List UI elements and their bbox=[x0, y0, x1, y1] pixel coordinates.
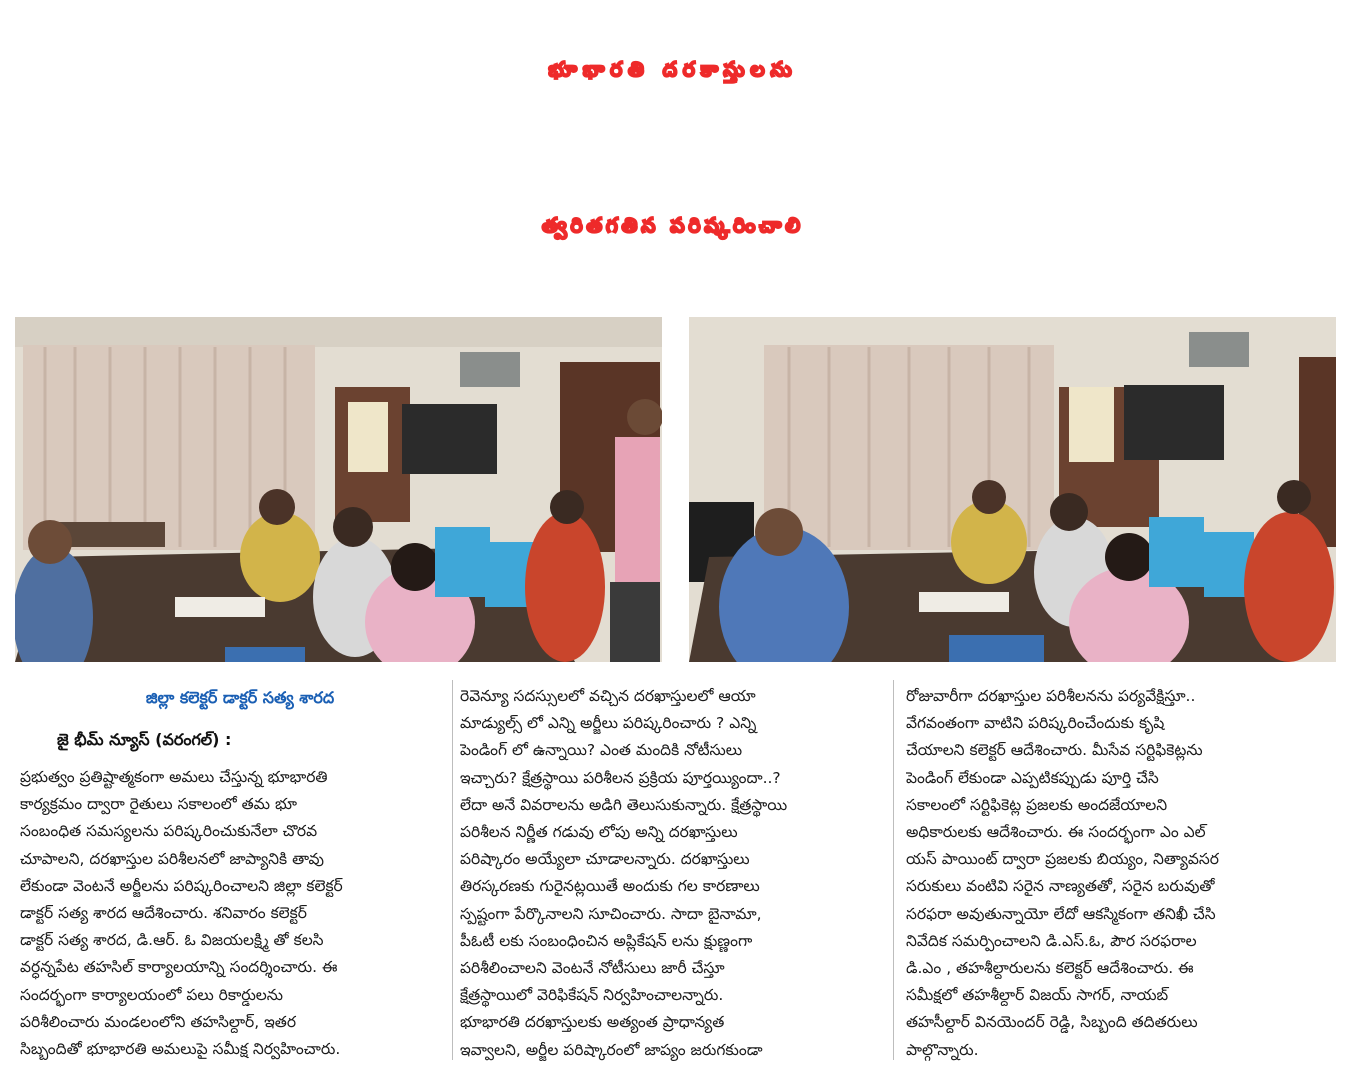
article-line: డాక్టర్ సత్య శారద, డి.ఆర్. ఓ విజయలక్ష్మి తో కలసి bbox=[20, 931, 324, 950]
article-line: సిబ్బందితో భూభారతి అమలుపై సమీక్ష నిర్వహించారు. bbox=[20, 1040, 341, 1059]
photo-caption: జిల్లా కలెక్టర్ డాక్టర్ సత్య శారద bbox=[145, 688, 335, 707]
article-column-2 bbox=[460, 683, 880, 1064]
article-line: భూభారతి దరఖాస్తులకు అత్యంత ప్రాధాన్యత bbox=[460, 1013, 725, 1032]
article-line: ఇచ్చారు? క్షేత్రస్థాయి పరిశీలన ప్రక్రియ పూర్తయ్యిందా..? bbox=[460, 768, 781, 787]
article-line: తహసీల్దార్ వినయెందర్ రెడ్డి, సిబ్బంది తదితరులు bbox=[906, 1013, 1198, 1032]
article-line: రెవెన్యూ సదస్సులలో వచ్చిన దరఖాస్తులలో ఆయా bbox=[460, 687, 756, 705]
article-line: పరిశీలించారు మండలంలోని తహసిల్దార్, ఇతర bbox=[20, 1012, 297, 1031]
article-line: ఇవ్వాలని, అర్జీల పరిష్కారంలో జాప్యం జరుగకుండా bbox=[460, 1040, 763, 1059]
article-column-1 bbox=[20, 764, 445, 1063]
article-line: సంబంధిత సమస్యలను పరిష్కరించుకునేలా చొరవ bbox=[20, 822, 318, 841]
column-divider bbox=[893, 680, 894, 1060]
meeting-photo-left bbox=[15, 317, 662, 662]
headline-line-1: భూభారతి దరకాస్తులను bbox=[548, 57, 798, 81]
column-divider bbox=[452, 680, 453, 1060]
article-line: మాడ్యుల్స్ లో ఎన్ని అర్జీలు పరిష్కరించారు ? ఎన్ని bbox=[460, 714, 757, 733]
article-line: అధికారులకు ఆదేశించారు. ఈ సందర్భంగా ఎం ఎల్ bbox=[906, 823, 1206, 842]
article-line: వర్ధన్నపేట తహసిల్ కార్యాలయాన్ని సందర్శించారు. ఈ bbox=[20, 958, 338, 977]
article-line: పరిష్కారం అయ్యేలా చూడాలన్నారు. దరఖాస్తులు bbox=[460, 850, 750, 869]
article-line: లేదా అనే వివరాలను అడిగి తెలుసుకున్నారు. క్షేత్రస్థాయి bbox=[460, 795, 788, 814]
article-line: పీఓటీ లకు సంబంధించిన అప్లికేషన్ లను క్షుణ్ణంగా bbox=[460, 931, 753, 950]
article-line: డి.ఎం , తహశీల్దారులను కలెక్టర్ ఆదేశించారు. ఈ bbox=[906, 959, 1194, 978]
article-line: ప్రభుత్వం ప్రతిష్టాత్మకంగా అమలు చేస్తున్న భూభారతి bbox=[20, 768, 328, 786]
article-line: క్షేత్రస్థాయిలో వెరిఫికేషన్ నిర్వహించాలన్నారు. bbox=[460, 986, 724, 1005]
article-line: యస్ పాయింట్ ద్వారా ప్రజలకు బియ్యం, నిత్యావసర bbox=[906, 850, 1219, 869]
article-line: పరిశీలించాలని వెంటనే నోటీసులు జారీ చేస్తూ bbox=[460, 959, 725, 978]
article-column-3 bbox=[906, 683, 1331, 1064]
article-line: చేయాలని కలెక్టర్ ఆదేశించారు. మీసేవ సర్టిఫికెట్లను bbox=[906, 741, 1203, 760]
dateline: జై భీమ్ న్యూస్ (వరంగల్) : bbox=[57, 730, 232, 749]
article-line: సమీక్షలో తహశీల్దార్ విజయ్ సాగర్, నాయబ్ bbox=[906, 986, 1169, 1005]
article-line: డాక్టర్ సత్య శారద ఆదేశించారు. శనివారం కలెక్టర్ bbox=[20, 904, 307, 923]
article-line: వేగవంతంగా వాటిని పరిష్కరించేందుకు కృషి bbox=[906, 714, 1165, 733]
article-line: పెండింగ్ లో ఉన్నాయి? ఎంత మందికి నోటీసులు bbox=[460, 741, 743, 760]
article-line: రోజువారీగా దరఖాస్తుల పరిశీలనను పర్యవేక్షిస్తూ.. bbox=[906, 687, 1196, 705]
article-line: స్పష్టంగా పేర్కొనాలని సూచించారు. సాదా బైనామా, bbox=[460, 904, 762, 923]
article-line: సందర్భంగా కార్యాలయంలో పలు రికార్డులను bbox=[20, 985, 284, 1004]
article-line: పరిశీలన నిర్ణీత గడువు లోపు అన్ని దరఖాస్తులు bbox=[460, 823, 738, 842]
article-line: నివేదిక సమర్పించాలని డి.ఎస్.ఓ, పౌర సరఫరాల bbox=[906, 931, 1197, 950]
article-line: పాల్గొన్నారు. bbox=[906, 1040, 979, 1059]
article-line: పెండింగ్ లేకుండా ఎప్పటికప్పుడు పూర్తి చేసి bbox=[906, 768, 1159, 787]
article-line: సరఫరా అవుతున్నాయో లేదో ఆకస్మికంగా తనిఖీ చేసి bbox=[906, 904, 1216, 923]
meeting-photo-right bbox=[689, 317, 1336, 662]
article-line: సరుకులు వంటివి సరైన నాణ్యతతో, సరైన బరువుతో bbox=[906, 877, 1215, 896]
article-line: చూపాలని, దరఖాస్తుల పరిశీలనలో జాప్యానికి తావు bbox=[20, 849, 324, 868]
article-line: సకాలంలో సర్టిఫికెట్ల ప్రజలకు అందజేయాలని bbox=[906, 795, 1168, 814]
article-line: కార్యక్రమం ద్వారా రైతులు సకాలంలో తమ భూ bbox=[20, 795, 297, 814]
headline-line-2: త్వరితగతిన పరిష్కరించాలి bbox=[541, 213, 805, 237]
article-line: తిరస్కరణకు గురైనట్లయితే అందుకు గల కారణాలు bbox=[460, 877, 760, 896]
article-line: లేకుండా వెంటనే అర్జీలను పరిష్కరించాలని జిల్లా కలెక్టర్ bbox=[20, 876, 343, 895]
